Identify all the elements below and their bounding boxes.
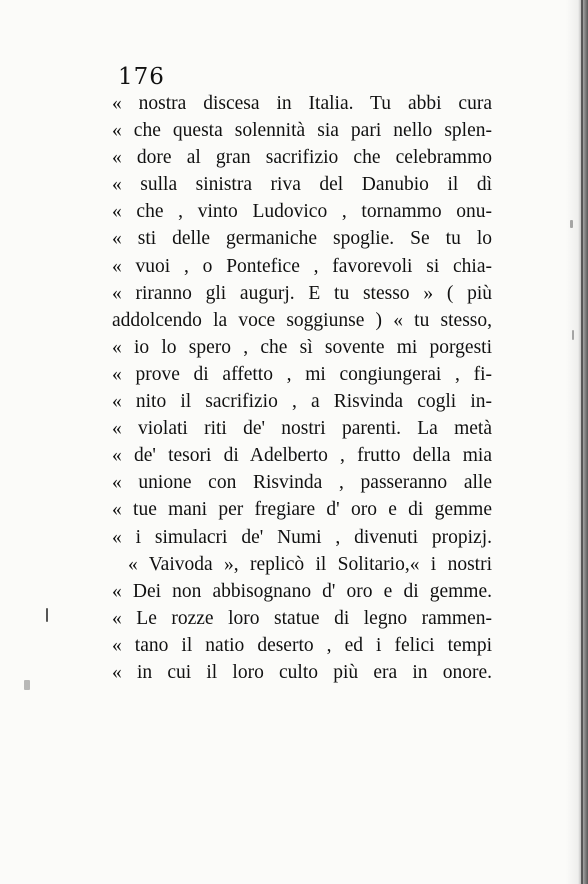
scan-speck xyxy=(572,330,574,340)
text-line: « de' tesori di Adelberto , frutto della mia xyxy=(112,445,492,467)
text-line: « vuoi , o Pontefice , favorevoli si chia- xyxy=(112,255,492,277)
text-line: « violati riti de' nostri parenti. La metà xyxy=(112,418,492,440)
text-line: addolcendo la voce soggiunse ) « tu stesso, xyxy=(112,309,492,331)
page-number: 176 xyxy=(118,64,165,90)
text-line: « sti delle germaniche spoglie. Se tu lo xyxy=(112,228,492,250)
text-line: « che , vinto Ludovico , tornammo onu- xyxy=(112,201,492,223)
text-line: « dore al gran sacrifizio che celebrammo xyxy=(112,147,492,169)
scan-speck xyxy=(24,680,30,690)
text-line: « sulla sinistra riva del Danubio il dì xyxy=(112,174,492,196)
scan-speck xyxy=(46,608,48,622)
text-line: « prove di affetto , mi congiungerai , fi- xyxy=(112,363,492,385)
text-line: « nito il sacrifizio , a Risvinda cogli in- xyxy=(112,391,492,413)
binding-edge xyxy=(581,0,583,884)
text-line: « che questa solennità sia pari nello splen- xyxy=(112,120,492,142)
text-line: « i simulacri de' Numi , divenuti propizj. xyxy=(112,526,492,548)
binding-shadow xyxy=(566,0,588,884)
body-text xyxy=(112,90,492,686)
scan-speck xyxy=(570,220,573,228)
text-line: « Vaivoda », replicò il Solitario,« i nostri xyxy=(128,553,492,575)
text-line: « riranno gli augurj. E tu stesso » ( più xyxy=(112,282,492,304)
text-line: « tano il natio deserto , ed i felici tempi xyxy=(112,634,492,656)
text-line: « in cui il loro culto più era in onore. xyxy=(112,661,492,683)
text-line: « io lo spero , che sì sovente mi porgesti xyxy=(112,336,492,358)
text-line: « Dei non abbisognano d' oro e di gemme. xyxy=(112,580,492,602)
text-line: « tue mani per fregiare d' oro e di gemme xyxy=(112,499,492,521)
text-line: « Le rozze loro statue di legno rammen- xyxy=(112,607,492,629)
text-line: « unione con Risvinda , passeranno alle xyxy=(112,472,492,494)
text-line: « nostra discesa in Italia. Tu abbi cura xyxy=(112,93,492,114)
